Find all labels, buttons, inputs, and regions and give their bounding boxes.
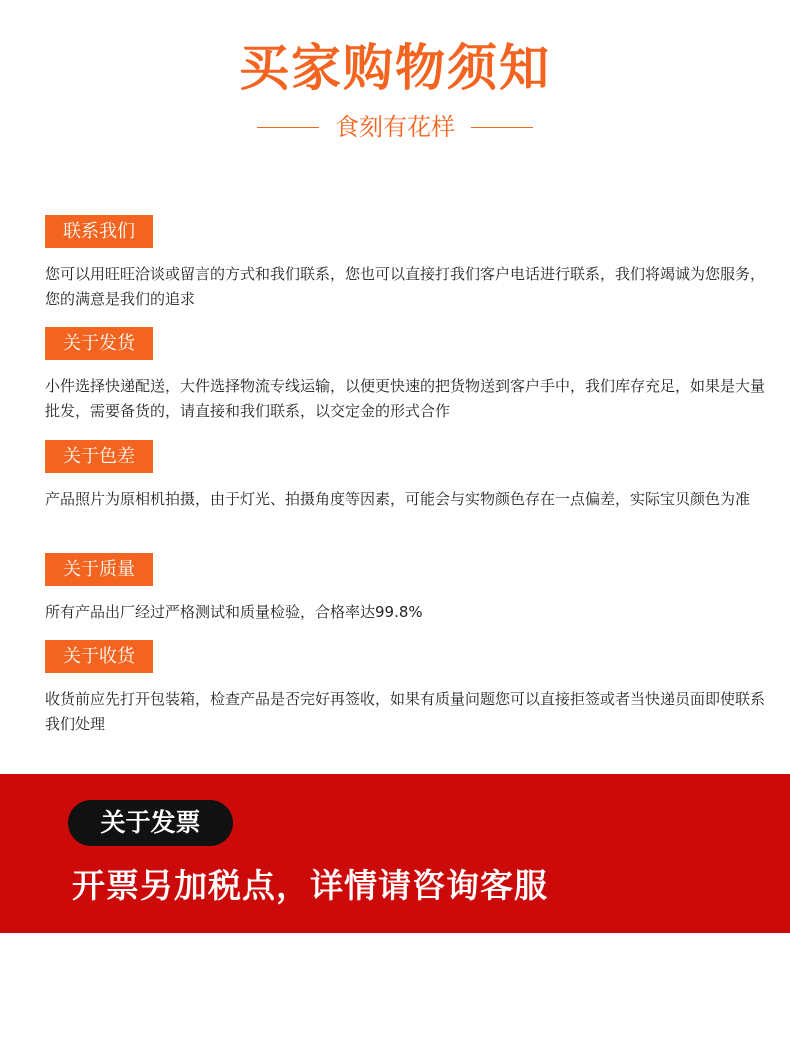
subtitle-divider-right — [471, 127, 533, 128]
section-shipping — [45, 327, 770, 424]
subtitle-row — [0, 112, 790, 142]
section-quality — [45, 553, 770, 625]
section-color-difference — [45, 440, 770, 512]
invoice-notice: 开票另加税点，详情请咨询客服 — [72, 866, 548, 905]
section-receiving — [45, 640, 770, 737]
page-title: 买家购物须知 — [239, 39, 551, 97]
invoice-pill-label: 关于发票 — [68, 800, 233, 846]
section-text-shipping: 小件选择快递配送，大件选择物流专线运输，以便更快速的把货物送到客户手中，我们库存充足，如果是大量批发，需要备货的，请直接和我们联系，以交定金的形式合作 — [45, 377, 766, 420]
section-tag-receiving: 关于收货 — [45, 640, 153, 673]
invoice-banner — [0, 774, 790, 933]
section-contact — [45, 215, 770, 312]
subtitle-divider-left — [257, 127, 319, 128]
section-text-receiving: 收货前应先打开包装箱，检查产品是否完好再签收，如果有质量问题您可以直接拒签或者当快递员面即使联系我们处理 — [45, 690, 766, 733]
section-tag-color-difference: 关于色差 — [45, 440, 153, 473]
section-tag-shipping: 关于发货 — [45, 327, 153, 360]
page-subtitle: 食刻有花样 — [335, 113, 455, 141]
section-text-contact: 您可以用旺旺洽谈或留言的方式和我们联系，您也可以直接打我们客户电话进行联系，我们将竭诚为您服务，您的满意是我们的追求 — [45, 265, 766, 308]
section-text-color-difference: 产品照片为原相机拍摄，由于灯光、拍摄角度等因素，可能会与实物颜色存在一点偏差，实际宝贝颜色为准 — [45, 490, 751, 508]
section-tag-quality: 关于质量 — [45, 553, 153, 586]
section-text-quality: 所有产品出厂经过严格测试和质量检验，合格率达99.8% — [45, 603, 423, 621]
section-tag-contact: 联系我们 — [45, 215, 153, 248]
